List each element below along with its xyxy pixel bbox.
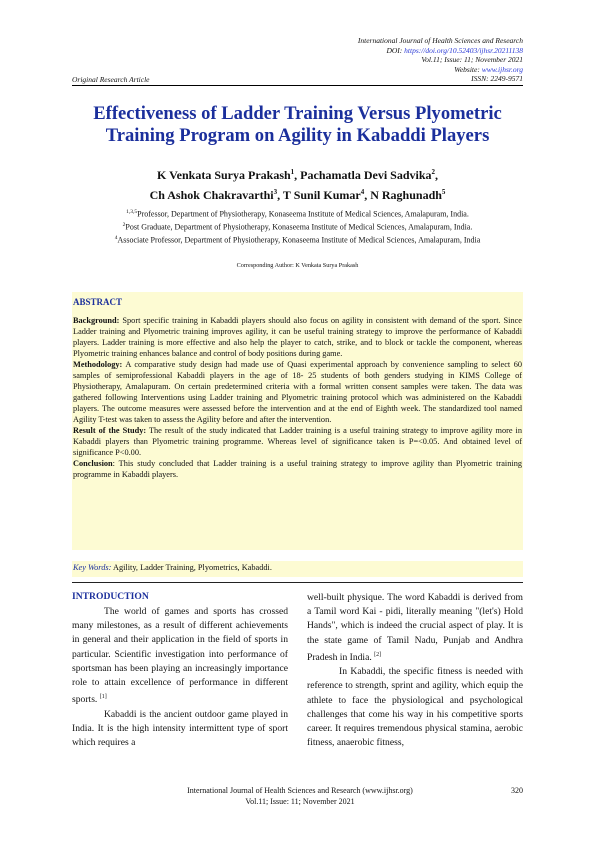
volume-line: Vol.11; Issue: 11; November 2021 (421, 55, 523, 65)
page-footer (140, 786, 460, 807)
affiliations (72, 207, 523, 246)
left-column (72, 591, 288, 750)
right-column (307, 591, 523, 750)
abstract-conclusion: Conclusion: This study concluded that Ladder training is a useful training strategy to improve agility than Plyometric training programme in Kabaddi players. (73, 459, 522, 479)
header-rule (72, 85, 523, 86)
author-4-sup: 4 (360, 188, 365, 196)
author-5: N Raghunadh (370, 188, 442, 202)
abstract-heading: ABSTRACT (73, 297, 123, 307)
author-2: Pachamatla Devi Sadvika (300, 168, 432, 182)
author-list: K Venkata Surya Prakash$^1$, Pachamatla Devi Sadvika$^2$, Ch Ashok Chakravarthi$^3$, T Sunil Kumar$^4$, N Raghunadh$^5$ (149, 168, 446, 202)
author-1-sup: 1 (290, 168, 295, 176)
website-line (358, 65, 523, 75)
keywords-text: Agility, Ladder Training, Plyometrics, Kabaddi. (111, 563, 272, 572)
author-3-sup: 3 (273, 188, 278, 196)
journal-name: International Journal of Health Sciences and Research (357, 36, 523, 45)
keywords (72, 561, 523, 577)
footer-volume: Vol.11; Issue: 11; November 2021 (245, 796, 355, 806)
corresponding-author: Corresponding Author: K Venkata Surya Prakash (236, 262, 359, 269)
article-type: Original Research Article (72, 74, 150, 84)
ref-2[interactable]: [2] (374, 651, 382, 658)
affiliation-2: $^2$Post Graduate, Department of Physiotherapy, Konaseema Institute of Medical Sciences, Amalapuram, India. (122, 222, 473, 232)
page-number: 320 (511, 786, 523, 795)
author-3: Ch Ashok Chakravarthi (149, 188, 274, 202)
abstract-methodology: Methodology: A comparative study design had made use of Quasi experimental approach by convenience sampling to select 60 samples of semiprofessional Kabaddi players in the age of 18- 25 students of both genders studying in KIMS College of Physiotherapy, Amalapuram. On certain predetermined criteria with a formal written consent samples were taken. The data was gathered following Interventions using Ladder training and Plyometric training protocol which was administered on the Kabaddi players. The outcome measures were assessed before the intervention and at the end of Eighth week. The standardized tool named Agility T-test was taken to assess the Agility before and after the intervention. (73, 360, 522, 424)
intro-paragraph-1: The world of games and sports has crossed many milestones, as a result of different achievements in general and their application in the field of sports in particular. Scientific investigation into performance of sportsman has been playing an increasingly importance role to attain excellence of performance in different sports. [1] (72, 606, 288, 706)
doi-link[interactable]: https://doi.org/10.52403/ijhsr.20211138 (404, 45, 523, 55)
author-2-sup: 2 (431, 168, 436, 176)
intro-paragraph-3: well-built physique. The word Kabaddi is derived from a Tamil word Kai - pidi, literally meaning "(let's) Hold Hands", which is indeed the crucial aspect of play. It is the state game of Tamil Nadu, Punjab and Andhra Pradesh in India. [2] (307, 592, 523, 663)
section-separator (72, 582, 523, 583)
issn-line: ISSN: 2249-9571 (471, 74, 523, 84)
doi-label: DOI: (386, 45, 405, 55)
abstract-background: Background: Sport specific training in Kabaddi players should also focus on agility in consistent with demand of the sport. Since Ladder training and Plyometric training improves agility, it can be useful training strategy to improve the performance of Kabaddi players. Ladder training is more effective and also help the player to catch, strike, and to block or tackle the component, whereas Plyometric training enhances balance and control of body positions during game. (73, 316, 522, 358)
affiliation-3: $^4$Associate Professor, Department of Physiotherapy, Konaseema Institute of Medical Sciences, Amalapuram, India (114, 235, 481, 245)
intro-paragraph-4: In Kabaddi, the specific fitness is needed with reference to strength, sprint and agility, which equip the athlete to face the physiological and psychological challenges that come his way in his competitive sports career. It requires tremendous physical stamina, aerobic fitness, anaerobic fitness, (307, 666, 523, 749)
website-label: Website: (454, 64, 482, 74)
author-5-sup: 5 (441, 188, 446, 196)
introduction-heading: INTRODUCTION (72, 591, 149, 602)
author-1: K Venkata Surya Prakash (156, 168, 291, 182)
ref-1[interactable]: [1] (99, 694, 107, 701)
website-link[interactable]: www.ijhsr.org (481, 64, 523, 74)
author-4: T Sunil Kumar (282, 188, 361, 202)
affiliation-1: $^{1,3,5}$Professor, Department of Physiotherapy, Konaseema Institute of Medical Sciences, Amalapuram, India. (126, 209, 469, 219)
abstract-result: Result of the Study: The result of the study indicated that Ladder training is a useful training strategy to improve agility more in Kabaddi players than Plyometric training programme. Whereas level of significance taken is P=<0.05. And obtained level of significance P<0.00. (73, 426, 523, 457)
intro-paragraph-2: Kabaddi is the ancient outdoor game played in India. It is the high intensity intermittent type of sport which requires a (72, 708, 288, 749)
footer-journal: International Journal of Health Sciences and Research (www.ijhsr.org) (187, 786, 413, 795)
abstract-box (72, 292, 523, 550)
keywords-label: Key Words: (73, 563, 112, 572)
journal-header (358, 36, 523, 84)
paper-title: Effectiveness of Ladder Training Versus Plyometric Training Program on Agility in Kabaddi Players (93, 103, 502, 146)
doi-line (358, 46, 523, 56)
